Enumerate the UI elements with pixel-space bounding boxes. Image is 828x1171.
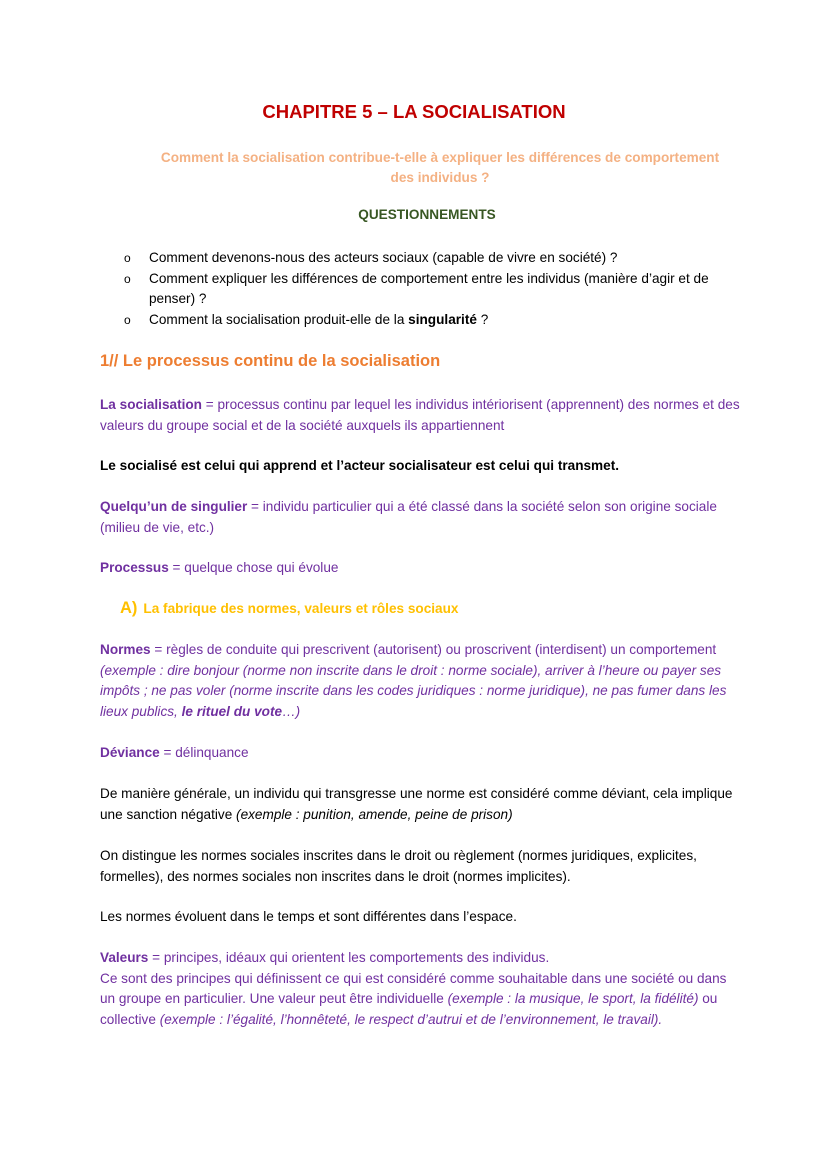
chapter-question: Comment la socialisation contribue-t-elle à expliquer les différences de comportement des individus ?	[160, 150, 720, 185]
subsection-title: La fabrique des normes, valeurs et rôles sociaux	[143, 601, 459, 616]
term: Normes	[100, 642, 151, 657]
term: Valeurs	[100, 950, 149, 965]
questions-list	[120, 248, 720, 330]
paragraph-deviant	[100, 784, 740, 825]
example-bold: le rituel du vote	[181, 703, 283, 719]
term: Déviance	[100, 745, 160, 760]
paragraph-distinguish: On distingue les normes sociales inscrites dans le droit ou règlement (normes juridiques, explicites, formelles), des normes sociales non inscrites dans le droit (normes implicites).	[100, 848, 697, 884]
subsection-letter: A)	[120, 599, 138, 617]
definition: = règles de conduite qui prescrivent (autorisent) ou proscrivent (interdisent) un comportement	[150, 642, 717, 657]
definition-normes	[100, 640, 740, 722]
socialise-statement: Le socialisé est celui qui apprend et l’acteur socialisateur est celui qui transmet.	[100, 458, 620, 473]
definition-deviance	[100, 743, 740, 764]
question-text: Comment expliquer les différences de comportement entre les individus (manière d’agir et de penser) ?	[149, 270, 709, 306]
definition: = processus continu par lequel les individus intériorisent (apprennent) des normes et des valeurs du groupe social et de la société auxquels ils appartiennent	[100, 397, 740, 433]
definition-singulier	[100, 497, 740, 538]
bullet-icon: o	[124, 251, 131, 265]
list-item	[120, 248, 720, 269]
list-item	[120, 310, 720, 331]
definition: = quelque chose qui évolue	[168, 560, 339, 575]
bullet-icon: o	[124, 312, 131, 327]
definition: = délinquance	[159, 745, 249, 760]
paragraph-text: De manière générale, un individu qui transgresse une norme est considéré comme déviant, cela implique une sanction négative	[100, 786, 733, 822]
term: La socialisation	[100, 397, 202, 412]
section-heading: 1// Le processus continu de la socialisation	[100, 352, 441, 370]
definition: = individu particulier qui a été classé dans la société selon son origine sociale (milieu de vie, etc.)	[100, 499, 717, 535]
question-text: ?	[476, 311, 489, 327]
definition: = principes, idéaux qui orientent les comportements des individus.	[148, 950, 550, 965]
question-text: Comment la socialisation produit-elle de la	[149, 311, 409, 327]
example: (exemple : l’égalité, l’honnêteté, le respect d’autrui et de l’environnement, le travail).	[159, 1011, 663, 1027]
subsection-heading	[120, 599, 458, 618]
definition-socialisation	[100, 395, 740, 436]
definition-processus	[100, 558, 740, 579]
question-text: Comment devenons-nous des acteurs sociaux (capable de vivre en société) ?	[149, 250, 618, 265]
questionnements-heading: QUESTIONNEMENTS	[358, 207, 496, 222]
example: …)	[282, 703, 301, 719]
example: (exemple : dire bonjour (norme non inscrite dans le droit : norme sociale), arriver à l’heure ou payer ses impôts ; ne pas voler (norme inscrite dans les codes juridiques : norme juridique), ne pas fumer dans les lieux publics,	[100, 662, 727, 719]
term: Quelqu’un de singulier	[100, 499, 248, 514]
paragraph-evolve: Les normes évoluent dans le temps et sont différentes dans l’espace.	[100, 909, 517, 924]
paragraph-text: Ce sont des principes qui définissent ce qui est considéré comme souhaitable dans une société ou dans un groupe en particulier. Une valeur peut être individuelle	[100, 970, 727, 1006]
question-bold: singularité	[408, 311, 477, 327]
bullet-icon: o	[124, 271, 131, 286]
chapter-title: CHAPITRE 5 – LA SOCIALISATION	[262, 101, 566, 122]
example: (exemple : la musique, le sport, la fidélité)	[447, 991, 699, 1006]
term: Processus	[100, 560, 169, 575]
definition-valeurs	[100, 948, 740, 1030]
example: (exemple : punition, amende, peine de prison)	[236, 806, 513, 822]
paragraph-text: ou collective	[100, 991, 718, 1027]
list-item	[120, 269, 720, 310]
